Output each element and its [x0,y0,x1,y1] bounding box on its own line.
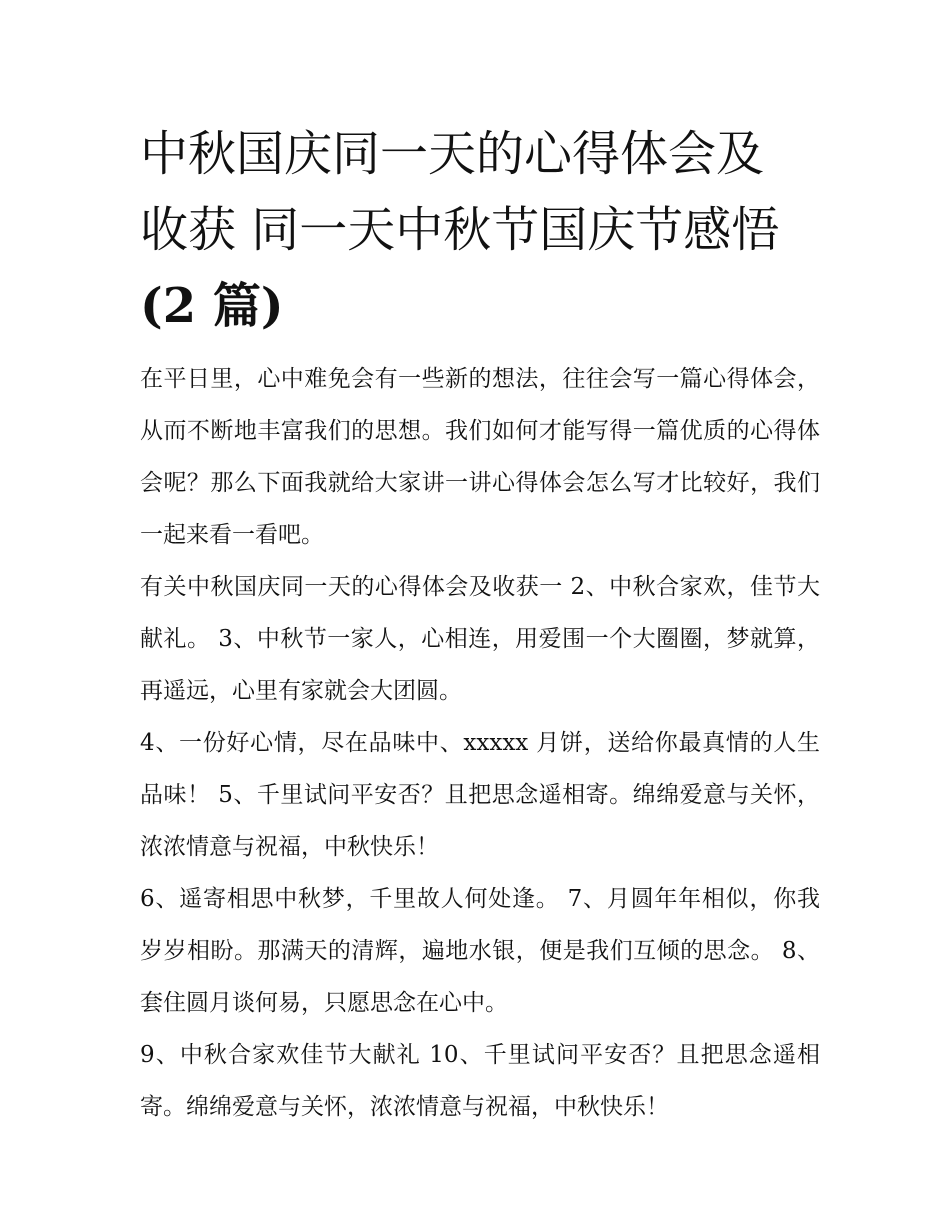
title-line-3: (2 篇) [140,278,284,334]
title-line-1: 中秋国庆同一天的心得体会及 [140,126,765,182]
document-body [140,353,820,1133]
title-line-2: 收获 同一天中秋节国庆节感悟 [140,202,780,258]
paragraph-4: 9、中秋合家欢佳节大献礼 10、千里试问平安否？且把思念遥相寄。绵绵爱意与关怀，浓浓情意与祝福，中秋快乐！ [140,1042,820,1120]
paragraph-intro: 在平日里，心中难免会有一些新的想法，往往会写一篇心得体会，从而不断地丰富我们的思想。我们如何才能写得一篇优质的心得体会呢？那么下面我就给大家讲一讲心得体会怎么写才比较好，我们一起来看一看吧。 [140,366,820,548]
paragraph-2: 4、一份好心情，尽在品味中、xxxxx 月饼，送给你最真情的人生品味！ 5、千里试问平安否？且把思念遥相寄。绵绵爱意与关怀，浓浓情意与祝福，中秋快乐！ [140,730,820,860]
paragraph-1: 有关中秋国庆同一天的心得体会及收获一 2、中秋合家欢，佳节大献礼。 3、中秋节一家人，心相连，用爱围一个大圈圈，梦就算，再遥远，心里有家就会大团圆。 [140,574,820,704]
document-title [140,116,820,344]
paragraph-3: 6、遥寄相思中秋梦，千里故人何处逢。 7、月圆年年相似，你我岁岁相盼。那满天的清辉，遍地水银，便是我们互倾的思念。 8、套住圆月谈何易，只愿思念在心中。 [140,886,820,1016]
